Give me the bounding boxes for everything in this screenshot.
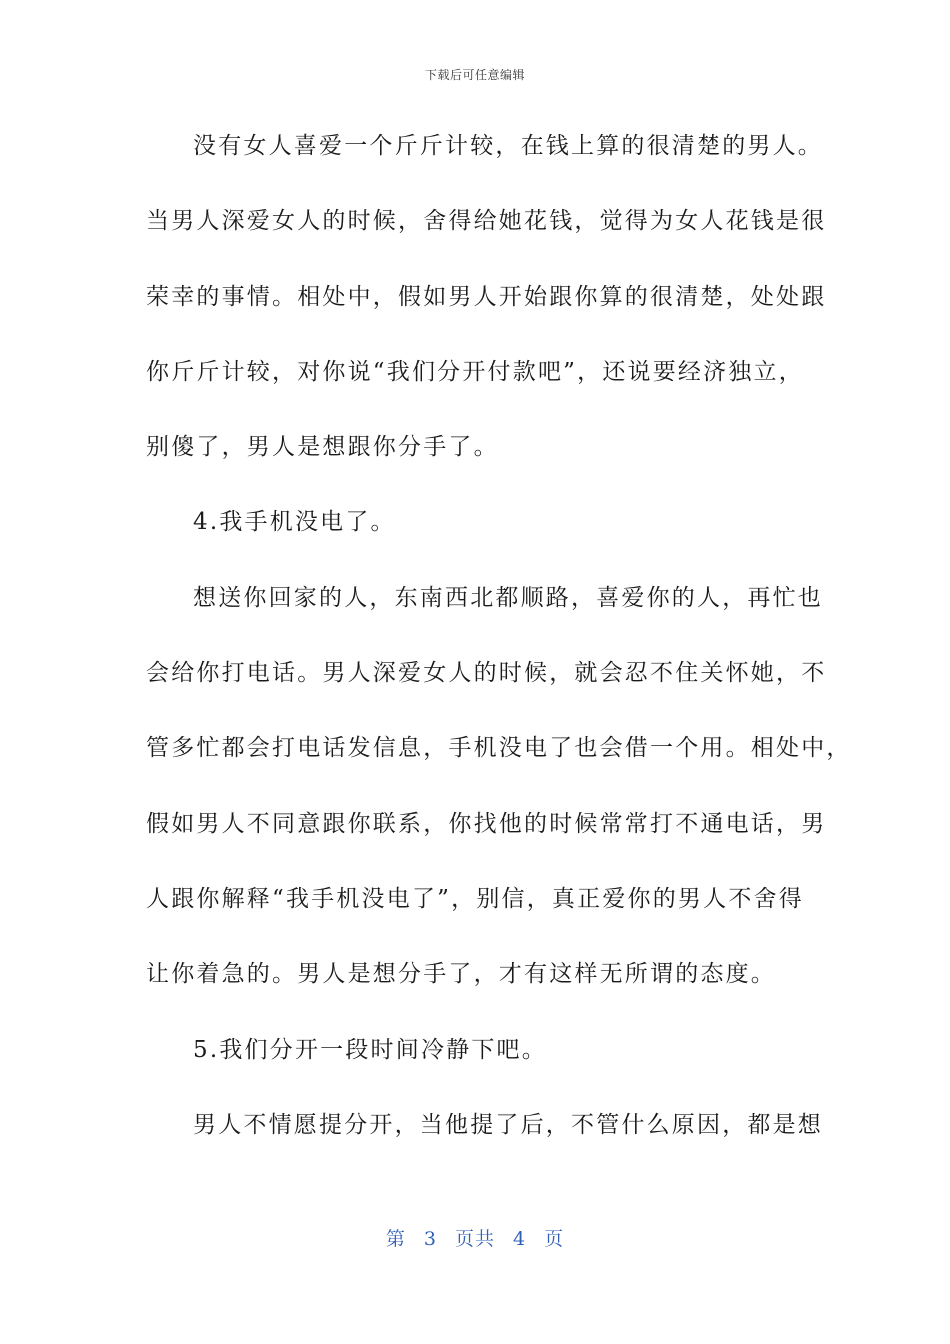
paragraph-line: 想送你回家的人，东南西北都顺路，喜爱你的人，再忙也 xyxy=(193,584,823,611)
paragraph-line: 人跟你解释“我手机没电了”，别信，真正爱你的男人不舍得 xyxy=(146,885,804,912)
paragraph-line: 管多忙都会打电话发信息，手机没电了也会借一个用。相处中， xyxy=(146,735,852,762)
current-page-number: 3 xyxy=(423,1228,437,1250)
document-body xyxy=(146,124,852,1178)
total-pages-number: 4 xyxy=(513,1228,527,1250)
section-heading: 5.我们分开一段时间冷静下吧。 xyxy=(193,1036,547,1063)
footer-middle: 页共 xyxy=(454,1228,495,1250)
paragraph-line: 你斤斤计较，对你说“我们分开付款吧”，还说要经济独立， xyxy=(146,358,804,385)
paragraph-line: 会给你打电话。男人深爱女人的时候，就会忍不住关怀她，不 xyxy=(146,660,827,687)
paragraph-line: 假如男人不同意跟你联系，你找他的时候常常打不通电话，男 xyxy=(146,810,827,837)
paragraph-line: 别傻了，男人是想跟你分手了。 xyxy=(146,434,499,461)
footer-suffix: 页 xyxy=(544,1228,565,1250)
paragraph-line: 让你着急的。男人是想分手了，才有这样无所谓的态度。 xyxy=(146,961,776,988)
paragraph-line: 当男人深爱女人的时候，舍得给她花钱，觉得为女人花钱是很 xyxy=(146,208,827,235)
page-footer xyxy=(0,1224,950,1251)
paragraph-line: 男人不情愿提分开，当他提了后，不管什么原因，都是想 xyxy=(193,1111,823,1138)
page-header: 下载后可任意编辑 xyxy=(424,68,525,82)
section-heading: 4.我手机没电了。 xyxy=(193,509,396,536)
paragraph-line: 荣幸的事情。相处中，假如男人开始跟你算的很清楚，处处跟 xyxy=(146,283,827,310)
paragraph-line: 没有女人喜爱一个斤斤计较，在钱上算的很清楚的男人。 xyxy=(193,133,823,159)
footer-prefix: 第 xyxy=(385,1228,406,1250)
